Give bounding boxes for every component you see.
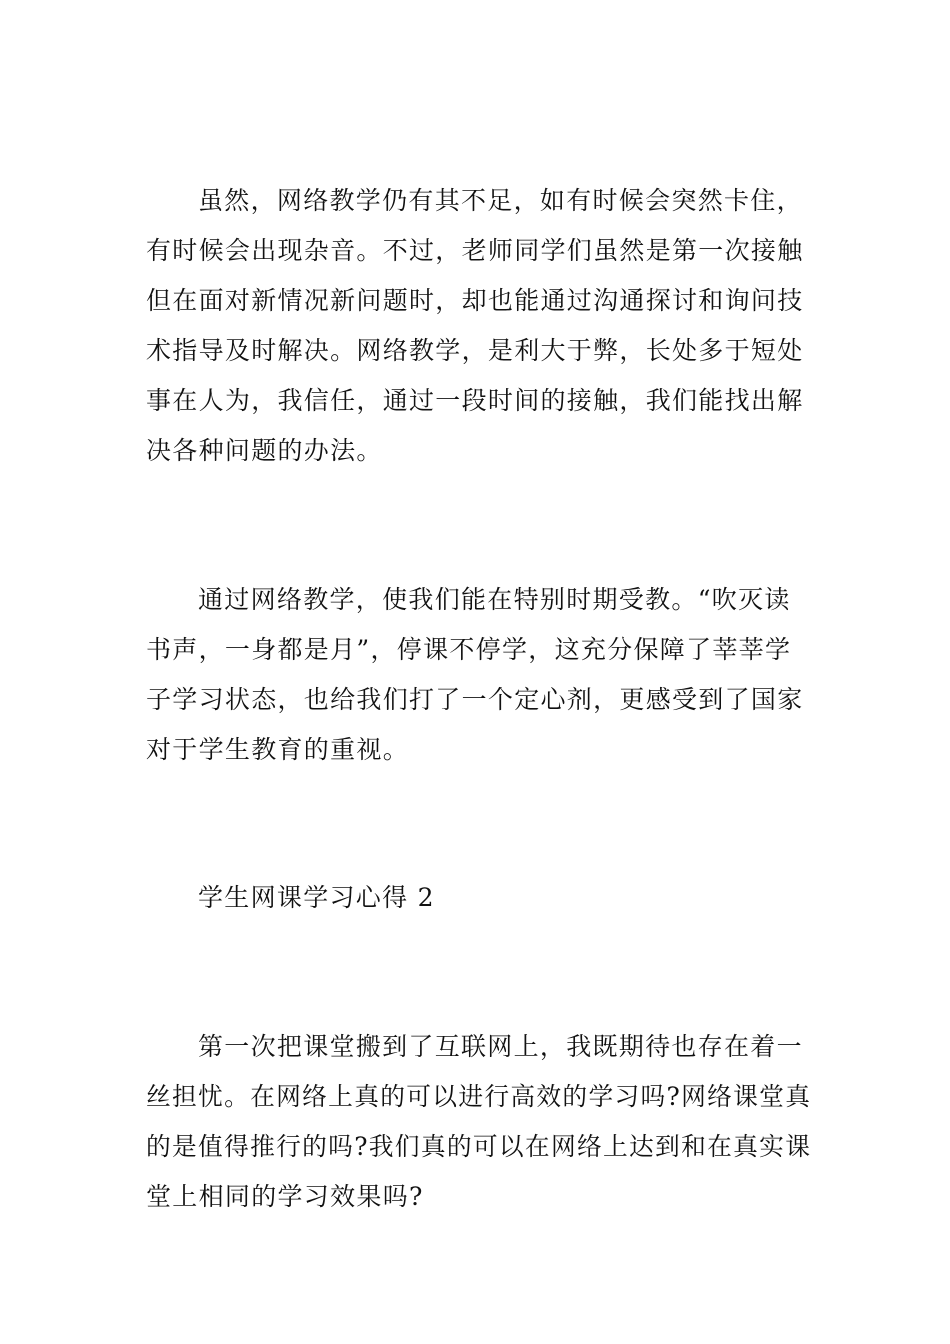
paragraph-line: 但在面对新情况新问题时，却也能通过沟通探讨和询问技	[146, 286, 804, 315]
paragraph-line: 对于学生教育的重视。	[146, 735, 410, 764]
paragraph-line: 子学习状态，也给我们打了一个定心剂，更感受到了国家	[146, 685, 804, 714]
paragraph-line: 书声，一身都是月”，停课不停学，这充分保障了莘莘学	[146, 635, 792, 664]
paragraph-line: 第一次把课堂搬到了互联网上，我既期待也存在着一	[198, 1032, 803, 1061]
paragraph-line: 通过网络教学，使我们能在特别时期受教。“吹灭读	[198, 585, 791, 614]
section-heading: 学生网课学习心得 2	[198, 883, 435, 912]
paragraph-line: 术指导及时解决。网络教学，是利大于弊，长处多于短处	[146, 336, 804, 365]
paragraph-line: 堂上相同的学习效果吗?	[146, 1182, 424, 1211]
paragraph-line: 决各种问题的办法。	[146, 436, 383, 465]
paragraph-line: 有时候会出现杂音。不过，老师同学们虽然是第一次接触	[146, 236, 804, 265]
paragraph-line: 虽然，网络教学仍有其不足，如有时候会突然卡住，	[198, 186, 803, 215]
paragraph-line: 的是值得推行的吗?我们真的可以在网络上达到和在真实课	[146, 1132, 812, 1161]
paragraph-line: 事在人为，我信任，通过一段时间的接触，我们能找出解	[146, 386, 804, 415]
paragraph-line: 丝担忧。在网络上真的可以进行高效的学习吗?网络课堂真	[146, 1082, 812, 1111]
